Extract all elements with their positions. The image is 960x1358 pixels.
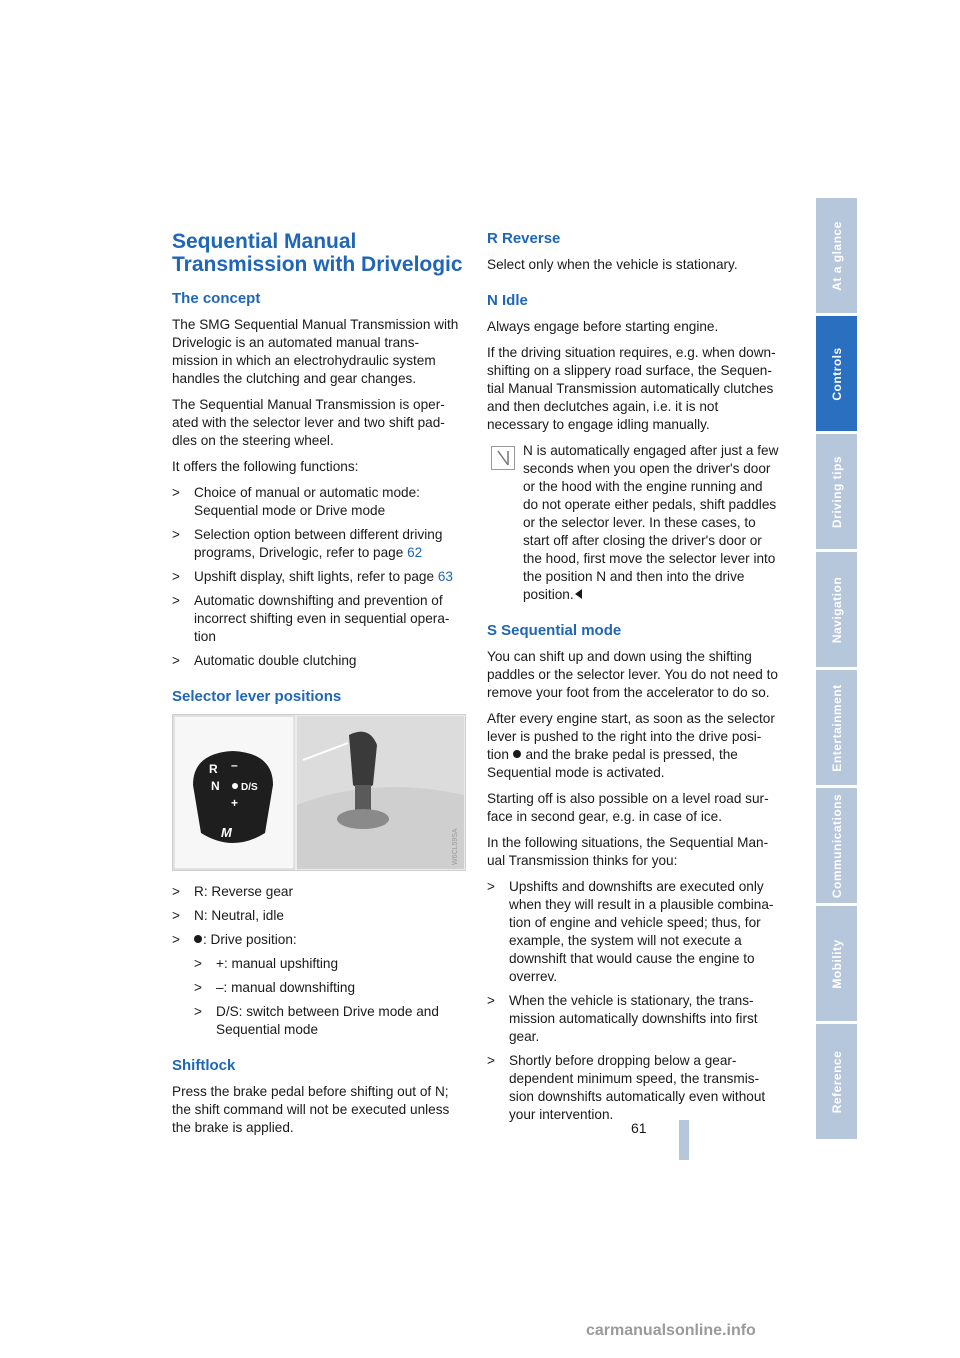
- drive-position-dot-icon: [194, 935, 202, 943]
- sequential-paragraph-4: In the following situations, the Sequential Man-ual Transmission thinks for you:: [487, 835, 769, 868]
- list-item: > Shortly before dropping below a gear-dependent minimum speed, the transmis-sion downshifts automatically even without your intervention.: [487, 1052, 779, 1124]
- tab-at-a-glance[interactable]: At a glance: [816, 198, 857, 316]
- left-column: [172, 230, 464, 1145]
- position-r-label: R: [209, 762, 218, 776]
- tab-reference[interactable]: Reference: [816, 1024, 857, 1142]
- idle-paragraph-1: Always engage before starting engine.: [487, 319, 719, 334]
- shiftlock-heading: Shiftlock: [172, 1057, 236, 1074]
- note-box: [487, 442, 779, 604]
- list-item: > –: manual downshifting: [194, 979, 464, 997]
- reverse-heading: R Reverse: [487, 230, 561, 247]
- sequential-heading: S Sequential mode: [487, 622, 622, 639]
- drive-sublist: [194, 955, 464, 1039]
- list-item: > Selection option between different driving programs, Drivelogic, refer to page 62: [172, 526, 464, 562]
- concept-paragraph-3: It offers the following functions:: [172, 459, 359, 474]
- concept-paragraph-2: The Sequential Manual Transmission is oper-ated with the selector lever and two shift pad-dles on the steering wheel.: [172, 397, 445, 448]
- list-item: > D/S: switch between Drive mode and Sequential mode: [194, 1003, 464, 1039]
- situations-list: [487, 878, 779, 1124]
- page-number: 61: [631, 1120, 647, 1136]
- positions-list: [172, 883, 464, 1039]
- position-n-label: N: [211, 779, 220, 793]
- list-item: > Automatic double clutching: [172, 652, 464, 670]
- list-item: > : Drive position: > +: manual upshifting > –: manual downshifting > D/S: switch between Drive mode and Sequential mode: [172, 931, 464, 1039]
- tab-driving-tips[interactable]: Driving tips: [816, 434, 857, 552]
- watermark: carmanualsonline.info: [586, 1322, 756, 1339]
- page-link-63[interactable]: 63: [437, 569, 453, 584]
- selector-heading: Selector lever positions: [172, 688, 342, 705]
- page-link-62[interactable]: 62: [407, 545, 423, 560]
- list-item: > Choice of manual or automatic mode: Sequential mode or Drive mode: [172, 484, 464, 520]
- tab-mobility[interactable]: Mobility: [816, 906, 857, 1024]
- position-plus-label: +: [231, 796, 239, 810]
- page-number-bar: [679, 1120, 689, 1160]
- tab-controls[interactable]: Controls: [816, 316, 857, 434]
- idle-heading: N Idle: [487, 292, 528, 309]
- shiftlock-paragraph: Press the brake pedal before shifting out of N; the shift command will not be executed unless the brake is applied.: [172, 1084, 450, 1135]
- list-item: > R: Reverse gear: [172, 883, 464, 901]
- tab-navigation[interactable]: Navigation: [816, 552, 857, 670]
- m-logo-label: M: [221, 825, 232, 840]
- list-item: > When the vehicle is stationary, the trans-mission automatically downshifts into first gear.: [487, 992, 779, 1046]
- sequential-paragraph-1: You can shift up and down using the shifting paddles or the selector lever. You do not need to remove your foot from the accelerator to do so.: [487, 649, 778, 700]
- tab-communications[interactable]: Communications: [816, 788, 857, 906]
- drive-position-dot-icon: [513, 750, 521, 758]
- functions-list: [172, 484, 464, 670]
- tab-entertainment[interactable]: Entertainment: [816, 670, 857, 788]
- selector-lever-illustration: [173, 715, 465, 870]
- chapter-sidebar: [816, 198, 857, 1142]
- list-item: > N: Neutral, idle: [172, 907, 464, 925]
- list-item: > Upshifts and downshifts are executed only when they will result in a plausible combina-tion of engine and vehicle speed; thus, for example, the system will not execute a downshift that would cause the engine to overrev.: [487, 878, 779, 986]
- idle-paragraph-2: If the driving situation requires, e.g. when down-shifting on a slippery road surface, the Sequen-tial Manual Transmission automatically clutches and then declutches again, i.e. it is not necessary to engage idling manually.: [487, 345, 776, 432]
- concept-heading: The concept: [172, 290, 261, 307]
- list-item: > Automatic downshifting and prevention of incorrect shifting even in sequential opera-tion: [172, 592, 464, 646]
- note-icon: [491, 446, 515, 470]
- figure-code: W6CL59SA: [452, 828, 459, 865]
- page-title: Sequential Manual Transmission with Drivelogic: [172, 230, 463, 276]
- sequential-paragraph-2: After every engine start, as soon as the selector lever is pushed to the right into the drive posi-tion and the brake pedal is pressed, the Sequential mode is activated.: [487, 711, 775, 780]
- concept-paragraph-1: The SMG Sequential Manual Transmission with Drivelogic is an automated manual trans-mission in which an electrohydraulic system handles the clutching and gear changes.: [172, 317, 459, 386]
- sequential-paragraph-3: Starting off is also possible on a level road sur-face in second gear, e.g. in case of ice.: [487, 791, 769, 824]
- position-ds-label: D/S: [241, 782, 258, 793]
- end-mark-icon: [575, 589, 582, 599]
- position-minus-label: –: [231, 758, 238, 772]
- selector-lever-figure: [172, 714, 466, 871]
- reverse-paragraph: Select only when the vehicle is stationary.: [487, 257, 738, 272]
- list-item: > +: manual upshifting: [194, 955, 464, 973]
- list-item: > Upshift display, shift lights, refer to page 63: [172, 568, 464, 586]
- note-text: N is automatically engaged after just a few seconds when you open the driver's door or the hood with the engine running and do not operate either pedals, shift paddles or the selector lever. In these cases, to start off after closing the driver's door or the hood, first move the selector lever into the position N and then into the drive position.: [523, 443, 779, 602]
- right-column: [487, 230, 779, 1130]
